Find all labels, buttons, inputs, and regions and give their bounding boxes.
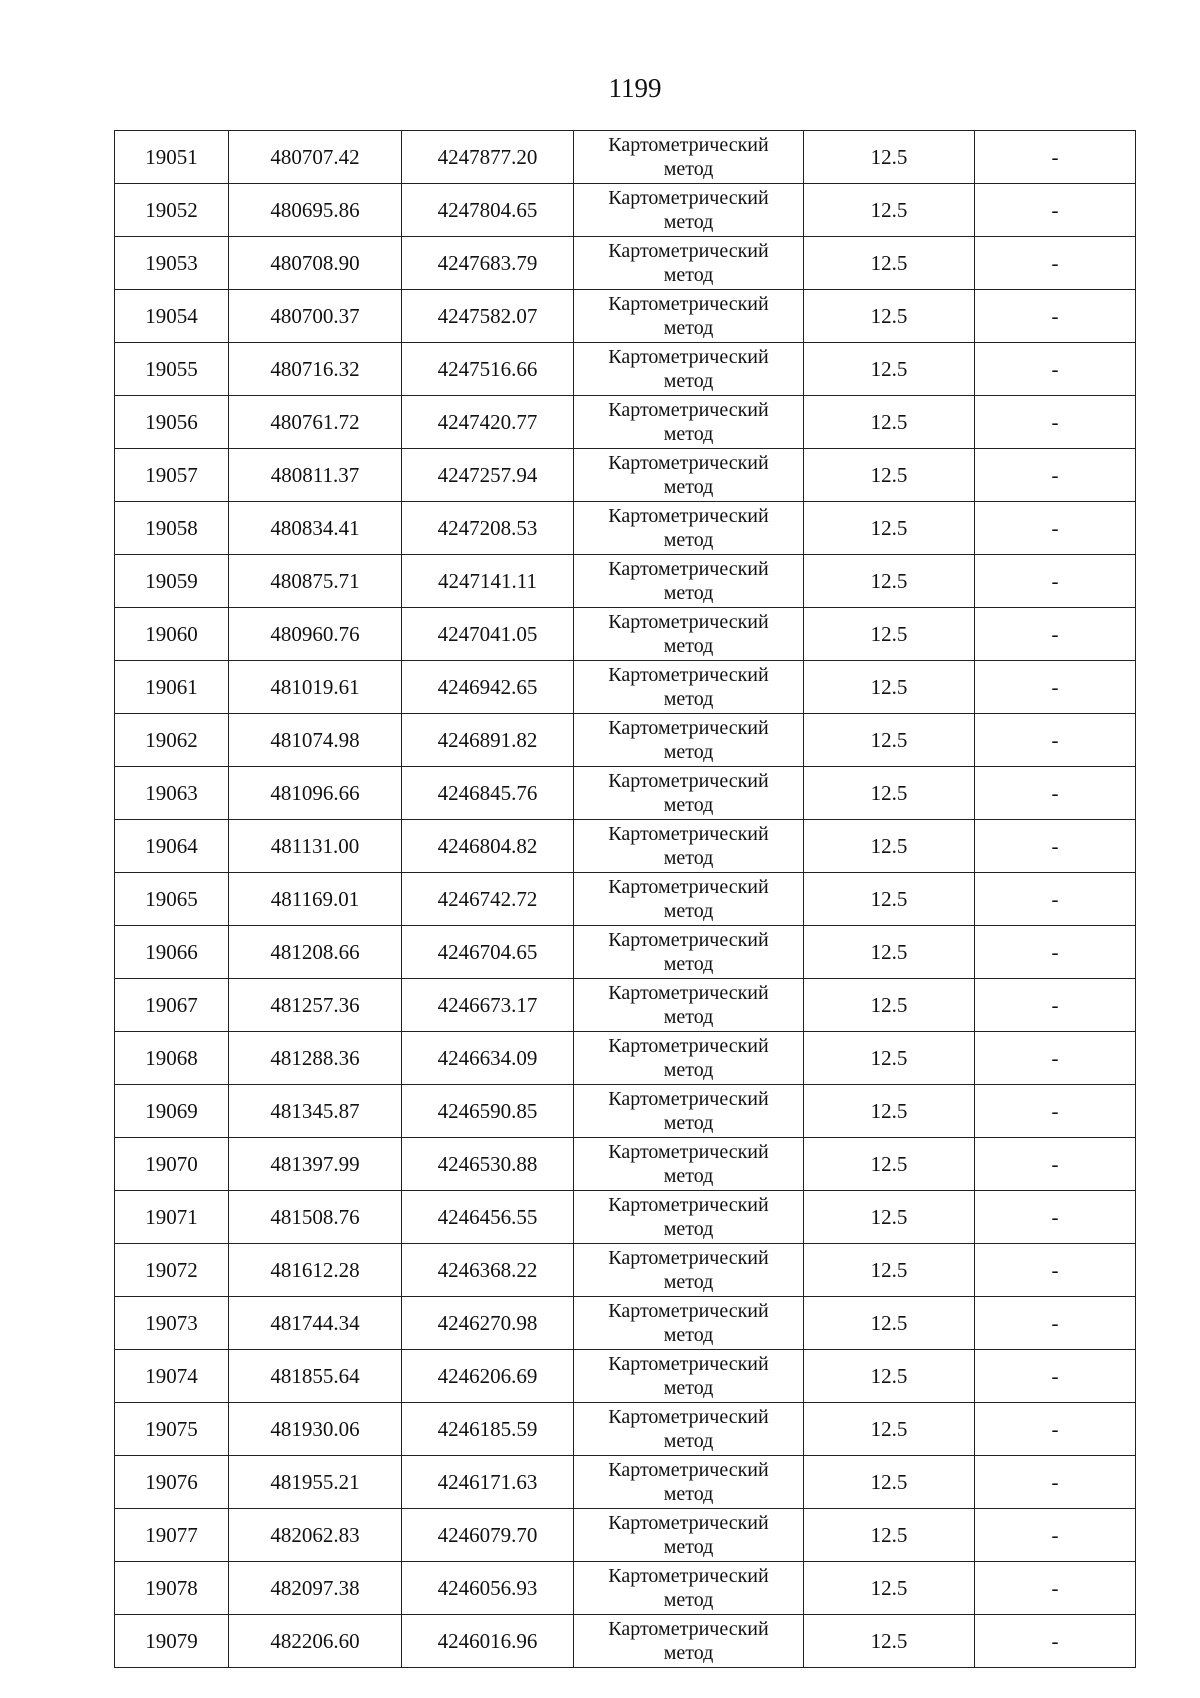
table-row [115,290,1136,343]
method-line-1: Картометрический [608,823,769,845]
y-coordinate-cell: 4246056.93 [402,1562,574,1615]
method-line-2: метод [663,1589,714,1611]
method-cell [574,979,804,1032]
point-number-cell: 19058 [115,502,229,555]
method-line-1: Картометрический [608,770,769,792]
table-row [115,555,1136,608]
note-cell: - [975,555,1136,608]
method-cell [574,873,804,926]
method-cell [574,1244,804,1297]
y-coordinate-cell: 4246016.96 [402,1615,574,1668]
method-line-2: метод [663,1324,714,1346]
note-cell: - [975,1191,1136,1244]
method-cell [574,1297,804,1350]
y-coordinate-cell: 4246742.72 [402,873,574,926]
point-number-cell: 19073 [115,1297,229,1350]
table-row [115,1032,1136,1085]
method-line-2: метод [663,1642,714,1664]
x-coordinate-cell: 480707.42 [229,131,402,184]
table-row [115,767,1136,820]
y-coordinate-cell: 4247257.94 [402,449,574,502]
point-number-cell: 19054 [115,290,229,343]
table-row [115,396,1136,449]
point-number-cell: 19057 [115,449,229,502]
accuracy-cell: 12.5 [804,1562,975,1615]
accuracy-cell: 12.5 [804,1138,975,1191]
table-row [115,1403,1136,1456]
note-cell: - [975,343,1136,396]
point-number-cell: 19070 [115,1138,229,1191]
x-coordinate-cell: 481257.36 [229,979,402,1032]
method-line-1: Картометрический [608,1512,769,1534]
method-line-2: метод [663,158,714,180]
y-coordinate-cell: 4246704.65 [402,926,574,979]
method-line-1: Картометрический [608,293,769,315]
y-coordinate-cell: 4246185.59 [402,1403,574,1456]
method-line-2: метод [663,847,714,869]
table-row [115,1615,1136,1668]
method-line-1: Картометрический [608,664,769,686]
method-cell [574,1562,804,1615]
x-coordinate-cell: 482206.60 [229,1615,402,1668]
table-row [115,343,1136,396]
accuracy-cell: 12.5 [804,714,975,767]
method-cell [574,767,804,820]
table-row [115,1085,1136,1138]
table-row [115,661,1136,714]
accuracy-cell: 12.5 [804,767,975,820]
accuracy-cell: 12.5 [804,396,975,449]
x-coordinate-cell: 481612.28 [229,1244,402,1297]
note-cell: - [975,873,1136,926]
note-cell: - [975,502,1136,555]
method-line-2: метод [663,635,714,657]
method-cell [574,1191,804,1244]
method-line-2: метод [663,1006,714,1028]
accuracy-cell: 12.5 [804,502,975,555]
point-number-cell: 19075 [115,1403,229,1456]
note-cell: - [975,290,1136,343]
y-coordinate-cell: 4246368.22 [402,1244,574,1297]
method-line-2: метод [663,211,714,233]
method-cell [574,1509,804,1562]
y-coordinate-cell: 4246590.85 [402,1085,574,1138]
table-row [115,237,1136,290]
x-coordinate-cell: 481930.06 [229,1403,402,1456]
method-cell [574,1456,804,1509]
note-cell: - [975,820,1136,873]
x-coordinate-cell: 480960.76 [229,608,402,661]
table-row [115,1562,1136,1615]
method-line-2: метод [663,423,714,445]
accuracy-cell: 12.5 [804,449,975,502]
point-number-cell: 19078 [115,1562,229,1615]
x-coordinate-cell: 481131.00 [229,820,402,873]
point-number-cell: 19065 [115,873,229,926]
accuracy-cell: 12.5 [804,1032,975,1085]
x-coordinate-cell: 480700.37 [229,290,402,343]
method-cell [574,343,804,396]
note-cell: - [975,1403,1136,1456]
method-cell [574,396,804,449]
point-number-cell: 19062 [115,714,229,767]
table-row [115,449,1136,502]
y-coordinate-cell: 4246804.82 [402,820,574,873]
method-line-2: метод [663,900,714,922]
note-cell: - [975,661,1136,714]
method-cell [574,820,804,873]
method-line-2: метод [663,1218,714,1240]
y-coordinate-cell: 4246942.65 [402,661,574,714]
y-coordinate-cell: 4246079.70 [402,1509,574,1562]
x-coordinate-cell: 480708.90 [229,237,402,290]
method-cell [574,184,804,237]
x-coordinate-cell: 481169.01 [229,873,402,926]
accuracy-cell: 12.5 [804,926,975,979]
y-coordinate-cell: 4246891.82 [402,714,574,767]
point-number-cell: 19063 [115,767,229,820]
method-line-2: метод [663,1112,714,1134]
method-cell [574,714,804,767]
method-line-1: Картометрический [608,611,769,633]
table-row [115,1191,1136,1244]
method-cell [574,608,804,661]
point-number-cell: 19052 [115,184,229,237]
method-line-1: Картометрический [608,1353,769,1375]
method-cell [574,1615,804,1668]
accuracy-cell: 12.5 [804,1350,975,1403]
table-row [115,1350,1136,1403]
accuracy-cell: 12.5 [804,1615,975,1668]
method-line-1: Картометрический [608,1565,769,1587]
note-cell: - [975,449,1136,502]
x-coordinate-cell: 480875.71 [229,555,402,608]
y-coordinate-cell: 4246845.76 [402,767,574,820]
note-cell: - [975,1562,1136,1615]
method-line-1: Картометрический [608,1088,769,1110]
note-cell: - [975,1138,1136,1191]
x-coordinate-cell: 481019.61 [229,661,402,714]
method-line-1: Картометрический [608,1300,769,1322]
y-coordinate-cell: 4247041.05 [402,608,574,661]
table-row [115,873,1136,926]
accuracy-cell: 12.5 [804,1244,975,1297]
point-number-cell: 19068 [115,1032,229,1085]
point-number-cell: 19060 [115,608,229,661]
table-row [115,1509,1136,1562]
accuracy-cell: 12.5 [804,1403,975,1456]
method-line-2: метод [663,1165,714,1187]
method-line-2: метод [663,476,714,498]
x-coordinate-cell: 481096.66 [229,767,402,820]
method-cell [574,1138,804,1191]
note-cell: - [975,1615,1136,1668]
accuracy-cell: 12.5 [804,1509,975,1562]
method-line-2: метод [663,1536,714,1558]
note-cell: - [975,1509,1136,1562]
note-cell: - [975,1297,1136,1350]
method-line-2: метод [663,953,714,975]
x-coordinate-cell: 480761.72 [229,396,402,449]
table-row [115,502,1136,555]
x-coordinate-cell: 481855.64 [229,1350,402,1403]
point-number-cell: 19079 [115,1615,229,1668]
method-line-2: метод [663,370,714,392]
point-number-cell: 19066 [115,926,229,979]
method-line-2: метод [663,741,714,763]
y-coordinate-cell: 4247582.07 [402,290,574,343]
x-coordinate-cell: 481208.66 [229,926,402,979]
method-line-1: Картометрический [608,452,769,474]
table-row [115,1244,1136,1297]
table-row [115,1138,1136,1191]
accuracy-cell: 12.5 [804,873,975,926]
method-cell [574,926,804,979]
note-cell: - [975,396,1136,449]
method-line-1: Картометрический [608,505,769,527]
y-coordinate-cell: 4247208.53 [402,502,574,555]
method-line-2: метод [663,688,714,710]
method-line-1: Картометрический [608,876,769,898]
accuracy-cell: 12.5 [804,343,975,396]
accuracy-cell: 12.5 [804,1191,975,1244]
method-cell [574,131,804,184]
note-cell: - [975,1244,1136,1297]
method-cell [574,449,804,502]
coordinates-table [114,130,1136,1668]
method-line-2: метод [663,582,714,604]
note-cell: - [975,1032,1136,1085]
method-cell [574,1085,804,1138]
method-cell [574,502,804,555]
method-line-2: метод [663,1483,714,1505]
y-coordinate-cell: 4246456.55 [402,1191,574,1244]
method-cell [574,290,804,343]
y-coordinate-cell: 4246171.63 [402,1456,574,1509]
x-coordinate-cell: 482062.83 [229,1509,402,1562]
y-coordinate-cell: 4246530.88 [402,1138,574,1191]
method-cell [574,1403,804,1456]
note-cell: - [975,608,1136,661]
note-cell: - [975,237,1136,290]
method-line-1: Картометрический [608,1141,769,1163]
x-coordinate-cell: 481508.76 [229,1191,402,1244]
y-coordinate-cell: 4246634.09 [402,1032,574,1085]
y-coordinate-cell: 4247683.79 [402,237,574,290]
method-cell [574,1350,804,1403]
coordinates-table-body [115,131,1136,1668]
method-line-2: метод [663,1271,714,1293]
method-cell [574,1032,804,1085]
method-line-1: Картометрический [608,1194,769,1216]
method-line-1: Картометрический [608,346,769,368]
point-number-cell: 19053 [115,237,229,290]
note-cell: - [975,979,1136,1032]
table-row [115,1456,1136,1509]
note-cell: - [975,1350,1136,1403]
point-number-cell: 19067 [115,979,229,1032]
y-coordinate-cell: 4246673.17 [402,979,574,1032]
y-coordinate-cell: 4247141.11 [402,555,574,608]
table-row [115,1297,1136,1350]
method-cell [574,237,804,290]
x-coordinate-cell: 481397.99 [229,1138,402,1191]
method-line-1: Картометрический [608,187,769,209]
accuracy-cell: 12.5 [804,820,975,873]
point-number-cell: 19061 [115,661,229,714]
table-row [115,184,1136,237]
method-line-1: Картометрический [608,1459,769,1481]
method-line-2: метод [663,1377,714,1399]
accuracy-cell: 12.5 [804,290,975,343]
method-line-1: Картометрический [608,717,769,739]
note-cell: - [975,184,1136,237]
table-row [115,820,1136,873]
method-cell [574,555,804,608]
method-line-2: метод [663,264,714,286]
method-line-2: метод [663,529,714,551]
x-coordinate-cell: 480834.41 [229,502,402,555]
note-cell: - [975,1456,1136,1509]
method-cell [574,661,804,714]
x-coordinate-cell: 480716.32 [229,343,402,396]
accuracy-cell: 12.5 [804,184,975,237]
point-number-cell: 19076 [115,1456,229,1509]
accuracy-cell: 12.5 [804,131,975,184]
accuracy-cell: 12.5 [804,661,975,714]
accuracy-cell: 12.5 [804,1456,975,1509]
point-number-cell: 19074 [115,1350,229,1403]
method-line-1: Картометрический [608,399,769,421]
x-coordinate-cell: 480811.37 [229,449,402,502]
note-cell: - [975,926,1136,979]
y-coordinate-cell: 4247516.66 [402,343,574,396]
point-number-cell: 19072 [115,1244,229,1297]
method-line-1: Картометрический [608,1247,769,1269]
accuracy-cell: 12.5 [804,979,975,1032]
point-number-cell: 19059 [115,555,229,608]
x-coordinate-cell: 482097.38 [229,1562,402,1615]
method-line-1: Картометрический [608,982,769,1004]
method-line-1: Картометрический [608,1406,769,1428]
x-coordinate-cell: 480695.86 [229,184,402,237]
table-row [115,979,1136,1032]
table-row [115,926,1136,979]
method-line-2: метод [663,1059,714,1081]
point-number-cell: 19064 [115,820,229,873]
x-coordinate-cell: 481074.98 [229,714,402,767]
accuracy-cell: 12.5 [804,1085,975,1138]
accuracy-cell: 12.5 [804,237,975,290]
table-row [115,714,1136,767]
point-number-cell: 19069 [115,1085,229,1138]
note-cell: - [975,1085,1136,1138]
table-row [115,608,1136,661]
y-coordinate-cell: 4247877.20 [402,131,574,184]
accuracy-cell: 12.5 [804,608,975,661]
y-coordinate-cell: 4246206.69 [402,1350,574,1403]
point-number-cell: 19051 [115,131,229,184]
method-line-1: Картометрический [608,929,769,951]
method-line-1: Картометрический [608,1618,769,1640]
accuracy-cell: 12.5 [804,1297,975,1350]
point-number-cell: 19055 [115,343,229,396]
method-line-1: Картометрический [608,240,769,262]
y-coordinate-cell: 4247420.77 [402,396,574,449]
note-cell: - [975,131,1136,184]
method-line-1: Картометрический [608,1035,769,1057]
method-line-2: метод [663,317,714,339]
method-line-1: Картометрический [608,558,769,580]
method-line-2: метод [663,1430,714,1452]
note-cell: - [975,767,1136,820]
x-coordinate-cell: 481744.34 [229,1297,402,1350]
y-coordinate-cell: 4247804.65 [402,184,574,237]
accuracy-cell: 12.5 [804,555,975,608]
method-line-1: Картометрический [608,134,769,156]
x-coordinate-cell: 481345.87 [229,1085,402,1138]
note-cell: - [975,714,1136,767]
point-number-cell: 19077 [115,1509,229,1562]
point-number-cell: 19071 [115,1191,229,1244]
x-coordinate-cell: 481955.21 [229,1456,402,1509]
point-number-cell: 19056 [115,396,229,449]
table-row [115,131,1136,184]
x-coordinate-cell: 481288.36 [229,1032,402,1085]
method-line-2: метод [663,794,714,816]
y-coordinate-cell: 4246270.98 [402,1297,574,1350]
page-number: 1199 [608,73,662,103]
